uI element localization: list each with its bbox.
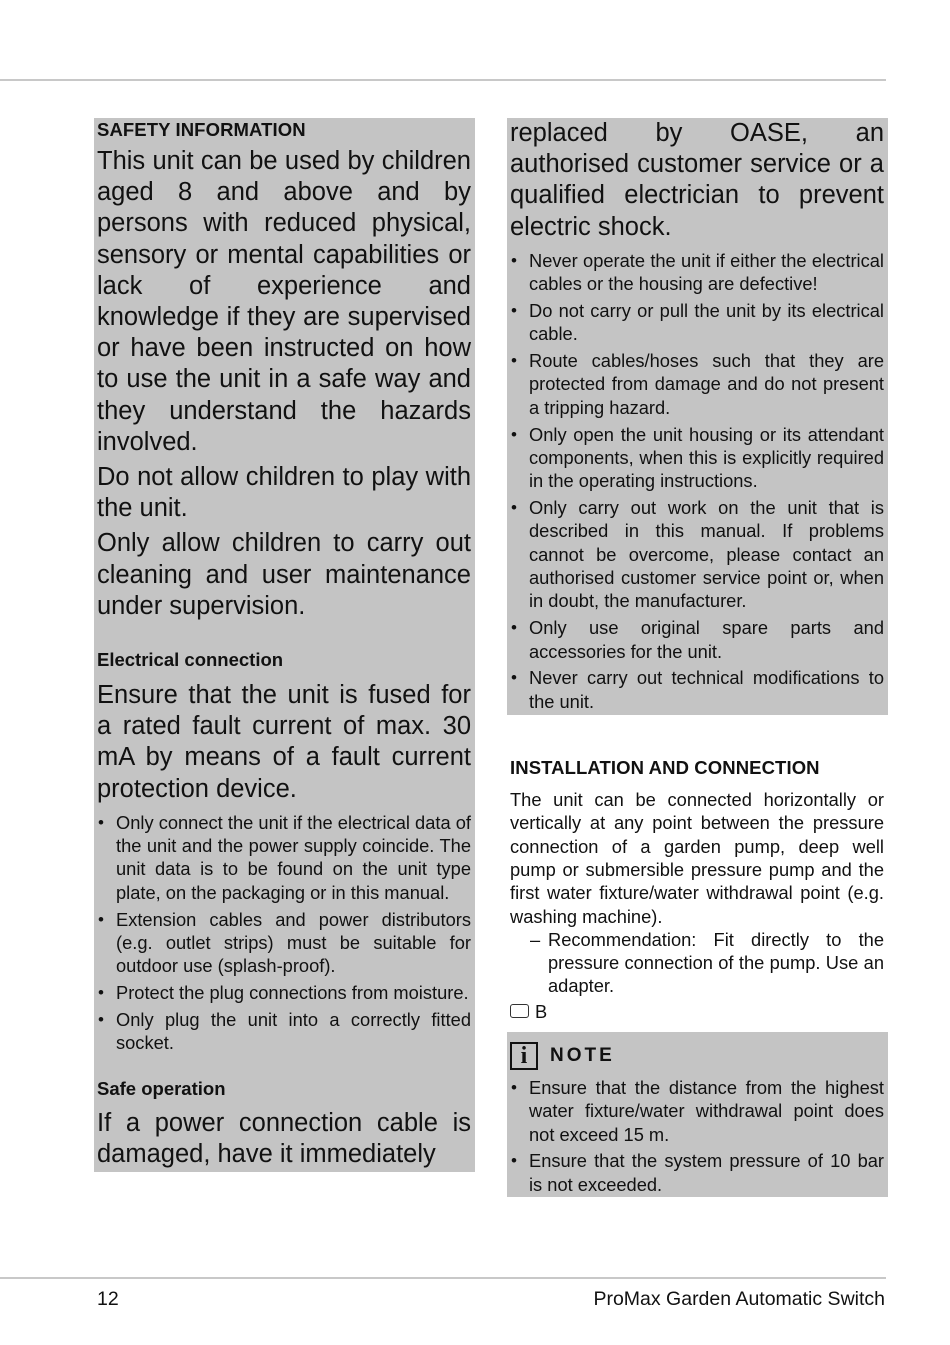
safety-info-heading: SAFETY INFORMATION: [97, 119, 306, 140]
list-item: • Route cables/hoses such that they are protected from damage and do not present a tripping hazard.: [510, 349, 884, 419]
list-item: • Only plug the unit into a correctly fitted socket.: [97, 1008, 471, 1055]
note-box: [507, 1032, 888, 1197]
list-item: • Ensure that the distance from the highest water fixture/water withdrawal point does not exceed 15 m.: [510, 1076, 884, 1146]
list-item: • Only use original spare parts and accessories for the unit.: [510, 616, 884, 663]
list-item: • Protect the plug connections from moisture.: [97, 981, 471, 1004]
info-icon: i: [510, 1042, 538, 1070]
header-rule: [0, 79, 886, 81]
installation-section: [507, 757, 888, 1023]
left-column: [94, 118, 475, 1172]
recommendation-item: – Recommendation: Fit directly to the pressure connection of the pump. Use an adapter.: [510, 928, 884, 998]
electrical-bullet-list: [97, 811, 471, 1055]
list-item: • Only carry out work on the unit that is described in this manual. If problems cannot be overcome, please contact an authorised customer service point or, when in doubt, the manufacturer.: [510, 496, 884, 612]
safe-operation-heading: Safe operation: [97, 1077, 226, 1099]
electrical-connection-heading: Electrical connection: [97, 649, 284, 671]
list-item: • Ensure that the system pressure of 10 bar is not exceeded.: [510, 1149, 884, 1196]
right-column: [507, 118, 888, 1197]
safe-operation-paragraph: If a power connection cable is damaged, have it immediately: [97, 1108, 471, 1168]
list-item: • Never operate the unit if either the electrical cables or the housing are defective!: [510, 249, 884, 296]
safety-paragraph-play: Do not allow children to play with the unit.: [97, 463, 471, 523]
installation-paragraph: The unit can be connected horizontally or vertically at any point between the pressure connection of a garden pump, deep well pump or submersible pressure pump and the first water fixture/water withdrawal point (e.g. washing machine).: [510, 789, 884, 927]
safety-continuation-box: [507, 118, 888, 715]
list-item: • Do not carry or pull the unit by its electrical cable.: [510, 299, 884, 346]
page-number: 12: [97, 1288, 119, 1310]
figure-label: B: [535, 1000, 548, 1022]
footer-rule: [0, 1277, 886, 1279]
note-header: [510, 1036, 884, 1076]
list-item: • Never carry out technical modifications to the unit.: [510, 666, 884, 713]
continuation-paragraph: replaced by OASE, an authorised customer service or a qualified electrician to prevent electric shock.: [510, 119, 884, 241]
safety-info-box: [94, 118, 475, 1172]
list-item: • Only open the unit housing or its attendant components, when this is explicitly required in the operating instructions.: [510, 423, 884, 493]
safety-bullet-list: [510, 249, 884, 713]
figure-reference: [510, 1000, 884, 1023]
installation-heading: INSTALLATION AND CONNECTION: [510, 757, 820, 779]
note-label: NOTE: [550, 1044, 615, 1066]
figure-icon: [510, 1004, 529, 1018]
safety-paragraph-children: This unit can be used by children aged 8 and above and by persons with reduced physical, sensory or mental capabilities or lack of experience and knowledge if they are supervised or have been instructed on how to use the unit in a safe way and they understand the hazards involved.: [97, 147, 471, 456]
list-item: • Only connect the unit if the electrical data of the unit and the power supply coincide. The unit data is to be found on the unit type plate, on the packaging or in this manual.: [97, 811, 471, 904]
safety-paragraph-cleaning: Only allow children to carry out cleaning and user maintenance under supervision.: [97, 529, 471, 620]
electrical-paragraph: Ensure that the unit is fused for a rated fault current of max. 30 mA by means of a fault current protection device.: [97, 681, 471, 803]
note-bullet-list: [510, 1076, 884, 1196]
list-item: • Extension cables and power distributors (e.g. outlet strips) must be suitable for outdoor use (splash-proof).: [97, 908, 471, 978]
product-name: ProMax Garden Automatic Switch: [593, 1288, 885, 1310]
